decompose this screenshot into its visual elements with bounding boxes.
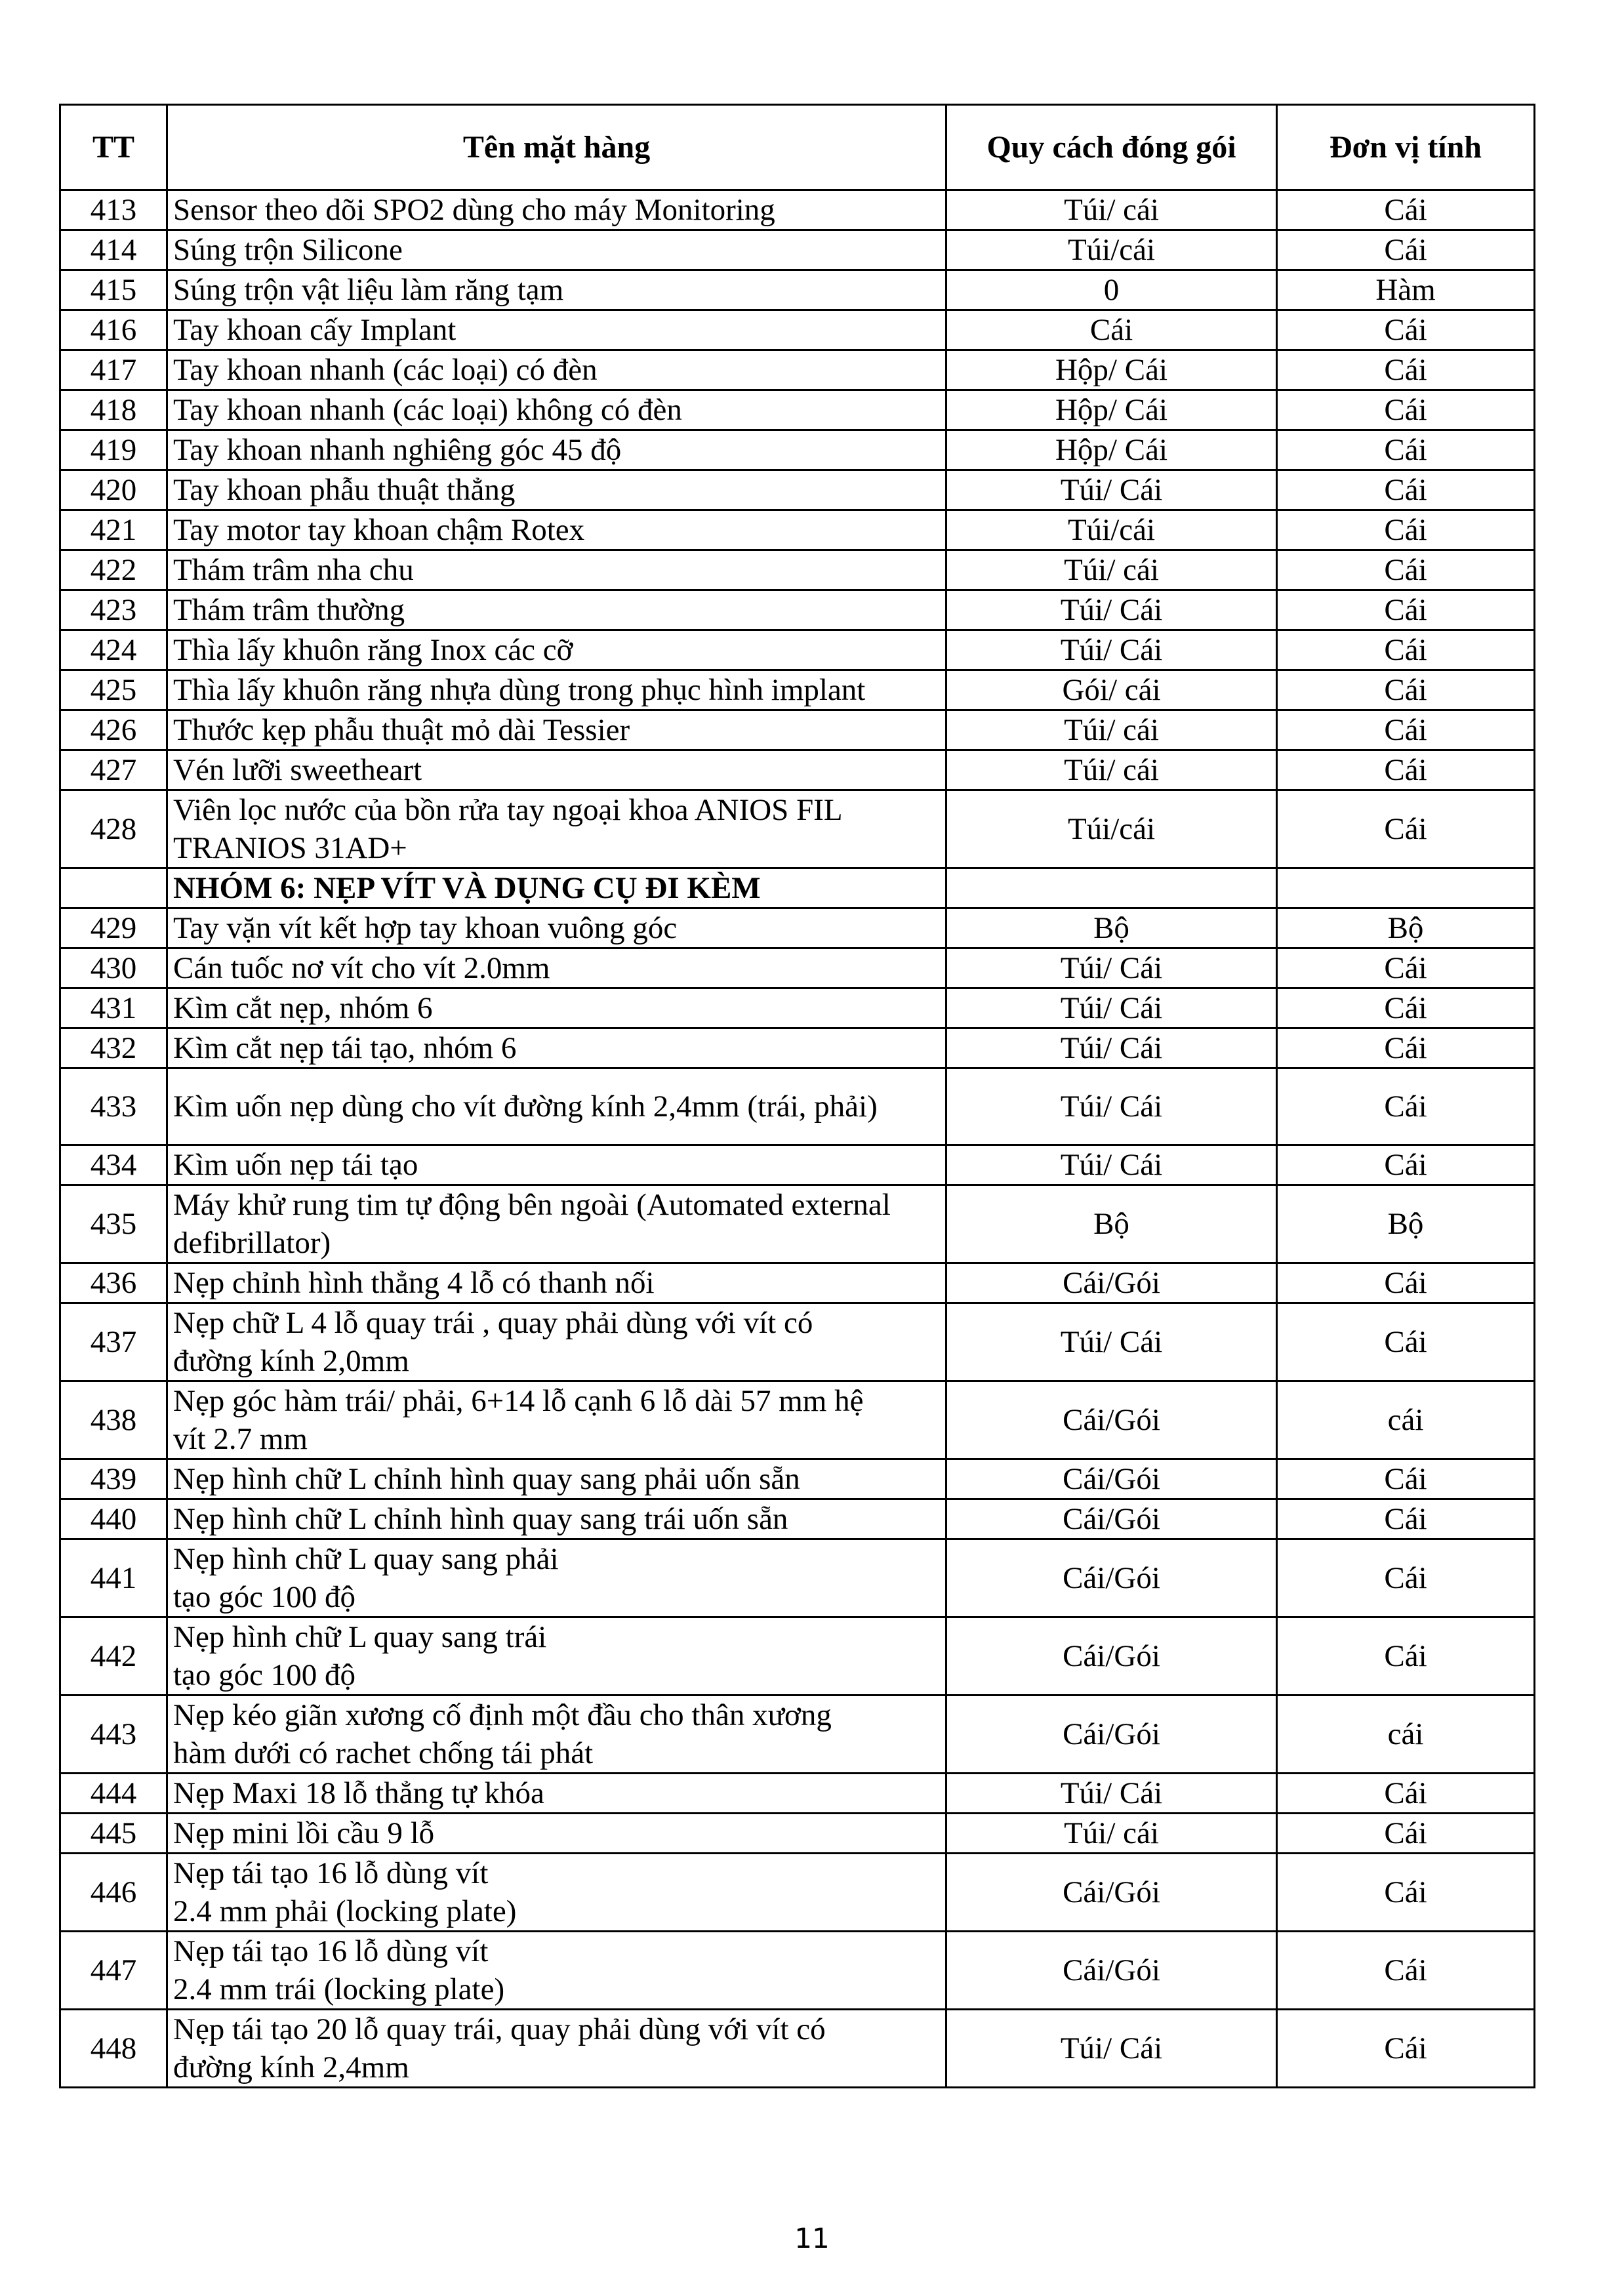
item-name-line: Thìa lấy khuôn răng Inox các cỡ — [173, 633, 573, 667]
item-name-line: đường kính 2,4mm — [173, 2050, 409, 2084]
packaging: Hộp/ Cái — [946, 350, 1277, 390]
packaging: Hộp/ Cái — [946, 390, 1277, 430]
unit: Cái — [1277, 470, 1535, 510]
item-name — [167, 670, 946, 710]
item-name-line: Kìm cắt nẹp tái tạo, nhóm 6 — [173, 1031, 517, 1065]
unit: Cái — [1277, 190, 1535, 230]
item-name — [167, 390, 946, 430]
item-name — [167, 1932, 946, 2010]
packaging: Túi/ Cái — [946, 2010, 1277, 2088]
group-row — [60, 868, 1535, 908]
item-name — [167, 1263, 946, 1303]
item-name-line: Tay khoan nhanh (các loại) không có đèn — [173, 393, 682, 427]
unit: Cái — [1277, 1617, 1535, 1696]
table-row — [60, 630, 1535, 670]
item-name-line: Nẹp tái tạo 16 lỗ dùng vít — [173, 1934, 489, 1968]
item-name — [167, 1539, 946, 1617]
item-name-line: Vén lưỡi sweetheart — [173, 753, 422, 787]
packaging: Túi/ Cái — [946, 1303, 1277, 1381]
unit: Cái — [1277, 750, 1535, 790]
unit: Cái — [1277, 1303, 1535, 1381]
packaging: Túi/ cái — [946, 1814, 1277, 1854]
row-number: 433 — [60, 1068, 167, 1145]
packaging: Túi/ Cái — [946, 630, 1277, 670]
unit: Cái — [1277, 1263, 1535, 1303]
row-number: 421 — [60, 510, 167, 550]
unit: Bộ — [1277, 908, 1535, 948]
item-name — [167, 988, 946, 1028]
table-row — [60, 988, 1535, 1028]
item-name-line: Thìa lấy khuôn răng nhựa dùng trong phục hình implant — [173, 673, 866, 707]
unit: Cái — [1277, 390, 1535, 430]
item-name-line: Máy khử rung tim tự động bên ngoài (Automated external — [173, 1188, 891, 1222]
table-row — [60, 270, 1535, 310]
item-name — [167, 1185, 946, 1263]
item-name-line: NHÓM 6: NẸP VÍT VÀ DỤNG CỤ ĐI KÈM — [173, 871, 761, 905]
row-number: 420 — [60, 470, 167, 510]
row-number: 416 — [60, 310, 167, 350]
item-name-line: Nẹp hình chữ L chỉnh hình quay sang phải uốn sẵn — [173, 1462, 800, 1496]
table-row — [60, 470, 1535, 510]
row-number: 426 — [60, 710, 167, 750]
row-number: 424 — [60, 630, 167, 670]
unit: Cái — [1277, 670, 1535, 710]
table-row — [60, 1185, 1535, 1263]
table-row — [60, 1814, 1535, 1854]
item-name-line: 2.4 mm trái (locking plate) — [173, 1972, 505, 2006]
item-name-line: Kìm uốn nẹp dùng cho vít đường kính 2,4mm (trái, phải) — [173, 1089, 878, 1124]
packaging — [946, 868, 1277, 908]
unit: Cái — [1277, 350, 1535, 390]
item-name-line: Tay motor tay khoan chậm Rotex — [173, 513, 585, 547]
row-number: 447 — [60, 1932, 167, 2010]
item-name-line: Tay khoan nhanh nghiêng góc 45 độ — [173, 433, 622, 467]
unit: Cái — [1277, 430, 1535, 470]
item-name-line: Nẹp chữ L 4 lỗ quay trái , quay phải dùng với vít có — [173, 1306, 813, 1340]
unit: Cái — [1277, 1539, 1535, 1617]
item-name-line: Thước kẹp phẫu thuật mỏ dài Tessier — [173, 713, 630, 747]
table-row — [60, 390, 1535, 430]
packaging: Túi/ Cái — [946, 1145, 1277, 1185]
unit: Cái — [1277, 310, 1535, 350]
packaging: Túi/ Cái — [946, 1068, 1277, 1145]
unit: Cái — [1277, 1854, 1535, 1932]
item-name-line: Súng trộn Silicone — [173, 233, 403, 267]
table-row — [60, 310, 1535, 350]
header-packaging: Quy cách đóng gói — [946, 105, 1277, 190]
row-number: 431 — [60, 988, 167, 1028]
unit: Cái — [1277, 1068, 1535, 1145]
packaging: Cái/Gói — [946, 1459, 1277, 1499]
unit: Cái — [1277, 710, 1535, 750]
packaging: Túi/ cái — [946, 190, 1277, 230]
item-name — [167, 1303, 946, 1381]
packaging: Hộp/ Cái — [946, 430, 1277, 470]
packaging: Cái/Gói — [946, 1617, 1277, 1696]
table-row — [60, 1617, 1535, 1696]
row-number: 443 — [60, 1696, 167, 1774]
unit: Cái — [1277, 2010, 1535, 2088]
unit: Cái — [1277, 550, 1535, 590]
item-name-line: tạo góc 100 độ — [173, 1658, 356, 1692]
item-name — [167, 868, 946, 908]
packaging: Túi/ cái — [946, 710, 1277, 750]
item-name — [167, 1696, 946, 1774]
unit: Cái — [1277, 1499, 1535, 1539]
row-number: 439 — [60, 1459, 167, 1499]
item-name — [167, 1499, 946, 1539]
packaging: Cái/Gói — [946, 1696, 1277, 1774]
item-name-line: Nẹp mini lồi cầu 9 lỗ — [173, 1816, 435, 1850]
row-number: 430 — [60, 948, 167, 988]
row-number: 448 — [60, 2010, 167, 2088]
page-number: 11 — [794, 2222, 830, 2254]
table-row — [60, 1774, 1535, 1814]
item-name-line: Viên lọc nước của bồn rửa tay ngoại khoa ANIOS FIL — [173, 793, 843, 827]
table-row — [60, 1068, 1535, 1145]
packaging: Túi/ Cái — [946, 988, 1277, 1028]
item-name — [167, 1381, 946, 1459]
item-name — [167, 1459, 946, 1499]
table-row — [60, 510, 1535, 550]
table-row — [60, 1932, 1535, 2010]
row-number: 446 — [60, 1854, 167, 1932]
packaging: Túi/cái — [946, 510, 1277, 550]
header-item-name: Tên mặt hàng — [167, 105, 946, 190]
item-name-line: Tay vặn vít kết hợp tay khoan vuông góc — [173, 911, 678, 945]
row-number: 413 — [60, 190, 167, 230]
table-row — [60, 1499, 1535, 1539]
table-row — [60, 710, 1535, 750]
item-name — [167, 470, 946, 510]
item-name-line: Cán tuốc nơ vít cho vít 2.0mm — [173, 951, 550, 985]
item-name — [167, 710, 946, 750]
packaging: Cái/Gói — [946, 1381, 1277, 1459]
item-name-line: 2.4 mm phải (locking plate) — [173, 1894, 517, 1928]
packaging: Cái/Gói — [946, 1539, 1277, 1617]
row-number: 445 — [60, 1814, 167, 1854]
packaging: 0 — [946, 270, 1277, 310]
packaging: Túi/ cái — [946, 550, 1277, 590]
table-row — [60, 1854, 1535, 1932]
item-name — [167, 948, 946, 988]
table-row — [60, 1539, 1535, 1617]
unit: Cái — [1277, 1145, 1535, 1185]
item-name-line: Thám trâm thường — [173, 593, 405, 627]
item-name-line: defibrillator) — [173, 1226, 331, 1260]
row-number: 415 — [60, 270, 167, 310]
unit: Hàm — [1277, 270, 1535, 310]
item-name-line: Tay khoan phẫu thuật thẳng — [173, 473, 516, 507]
table-row — [60, 1696, 1535, 1774]
item-name-line: TRANIOS 31AD+ — [173, 831, 407, 865]
item-table — [59, 104, 1535, 2088]
unit: Cái — [1277, 1932, 1535, 2010]
item-name-line: Nẹp tái tạo 20 lỗ quay trái, quay phải dùng với vít có — [173, 2012, 826, 2046]
unit: cái — [1277, 1381, 1535, 1459]
packaging: Túi/cái — [946, 790, 1277, 868]
unit: Cái — [1277, 1028, 1535, 1068]
item-name — [167, 1617, 946, 1696]
table-row — [60, 190, 1535, 230]
row-number: 425 — [60, 670, 167, 710]
table-row — [60, 790, 1535, 868]
row-number: 428 — [60, 790, 167, 868]
item-name — [167, 350, 946, 390]
packaging: Túi/ Cái — [946, 1774, 1277, 1814]
row-number: 414 — [60, 230, 167, 270]
item-name — [167, 590, 946, 630]
table-row — [60, 550, 1535, 590]
packaging: Bộ — [946, 908, 1277, 948]
unit: Cái — [1277, 1774, 1535, 1814]
unit: Cái — [1277, 590, 1535, 630]
row-number: 435 — [60, 1185, 167, 1263]
item-name — [167, 1854, 946, 1932]
row-number: 419 — [60, 430, 167, 470]
row-number: 437 — [60, 1303, 167, 1381]
item-name-line: Nẹp chỉnh hình thẳng 4 lỗ có thanh nối — [173, 1266, 655, 1300]
item-name-line: tạo góc 100 độ — [173, 1580, 356, 1614]
packaging: Cái/Gói — [946, 1854, 1277, 1932]
header-unit: Đơn vị tính — [1277, 105, 1535, 190]
row-number: 429 — [60, 908, 167, 948]
packaging: Cái/Gói — [946, 1263, 1277, 1303]
item-name-line: Nẹp kéo giãn xương cố định một đầu cho thân xương — [173, 1698, 832, 1732]
row-number: 442 — [60, 1617, 167, 1696]
item-name — [167, 230, 946, 270]
table-row — [60, 230, 1535, 270]
table-row — [60, 1028, 1535, 1068]
item-name-line: đường kính 2,0mm — [173, 1344, 409, 1378]
item-name-line: Sensor theo dõi SPO2 dùng cho máy Monitoring — [173, 193, 775, 227]
packaging: Túi/ Cái — [946, 948, 1277, 988]
item-name — [167, 190, 946, 230]
table-row — [60, 1303, 1535, 1381]
unit: Cái — [1277, 988, 1535, 1028]
item-name-line: Kìm uốn nẹp tái tạo — [173, 1148, 418, 1182]
table-row — [60, 2010, 1535, 2088]
item-name — [167, 310, 946, 350]
unit: Cái — [1277, 790, 1535, 868]
row-number: 440 — [60, 1499, 167, 1539]
row-number: 432 — [60, 1028, 167, 1068]
item-name — [167, 1068, 946, 1145]
unit: cái — [1277, 1696, 1535, 1774]
packaging: Cái/Gói — [946, 1932, 1277, 2010]
item-name — [167, 270, 946, 310]
item-name — [167, 1814, 946, 1854]
item-name — [167, 908, 946, 948]
item-name — [167, 430, 946, 470]
item-name-line: Nẹp hình chữ L quay sang phải — [173, 1542, 559, 1576]
item-name — [167, 1028, 946, 1068]
item-name — [167, 630, 946, 670]
unit: Cái — [1277, 948, 1535, 988]
header-row — [60, 105, 1535, 190]
packaging: Bộ — [946, 1185, 1277, 1263]
table-row — [60, 908, 1535, 948]
packaging: Túi/ Cái — [946, 590, 1277, 630]
item-name-line: vít 2.7 mm — [173, 1422, 308, 1456]
row-number — [60, 868, 167, 908]
item-name-line: Nẹp tái tạo 16 lỗ dùng vít — [173, 1856, 489, 1890]
packaging: Cái/Gói — [946, 1499, 1277, 1539]
row-number: 427 — [60, 750, 167, 790]
row-number: 417 — [60, 350, 167, 390]
item-name — [167, 2010, 946, 2088]
item-name — [167, 790, 946, 868]
item-name-line: Thám trâm nha chu — [173, 553, 414, 587]
table-row — [60, 350, 1535, 390]
row-number: 434 — [60, 1145, 167, 1185]
row-number: 422 — [60, 550, 167, 590]
item-name-line: hàm dưới có rachet chống tái phát — [173, 1736, 594, 1770]
table-row — [60, 1263, 1535, 1303]
table-row — [60, 1459, 1535, 1499]
item-name-line: Kìm cắt nẹp, nhóm 6 — [173, 991, 433, 1025]
item-name-line: Nẹp Maxi 18 lỗ thẳng tự khóa — [173, 1776, 544, 1810]
item-name — [167, 1145, 946, 1185]
row-number: 438 — [60, 1381, 167, 1459]
unit: Cái — [1277, 510, 1535, 550]
item-name — [167, 1774, 946, 1814]
packaging: Túi/cái — [946, 230, 1277, 270]
table-row — [60, 590, 1535, 630]
table-row — [60, 948, 1535, 988]
unit: Cái — [1277, 1459, 1535, 1499]
header-tt: TT — [60, 105, 167, 190]
row-number: 441 — [60, 1539, 167, 1617]
item-name — [167, 510, 946, 550]
unit: Cái — [1277, 630, 1535, 670]
item-name-line: Súng trộn vật liệu làm răng tạm — [173, 273, 564, 307]
table-row — [60, 670, 1535, 710]
table-row — [60, 430, 1535, 470]
packaging: Túi/ Cái — [946, 470, 1277, 510]
item-name-line: Nẹp hình chữ L chỉnh hình quay sang trái uốn sẵn — [173, 1502, 788, 1536]
item-name-line: Nẹp góc hàm trái/ phải, 6+14 lỗ cạnh 6 lỗ dài 57 mm hệ — [173, 1384, 864, 1418]
item-name-line: Tay khoan cấy Implant — [173, 313, 457, 347]
packaging: Túi/ cái — [946, 750, 1277, 790]
packaging: Cái — [946, 310, 1277, 350]
row-number: 444 — [60, 1774, 167, 1814]
item-name-line: Nẹp hình chữ L quay sang trái — [173, 1620, 547, 1654]
row-number: 436 — [60, 1263, 167, 1303]
item-name — [167, 550, 946, 590]
table-row — [60, 1145, 1535, 1185]
row-number: 418 — [60, 390, 167, 430]
unit — [1277, 868, 1535, 908]
packaging: Gói/ cái — [946, 670, 1277, 710]
item-name — [167, 750, 946, 790]
unit: Bộ — [1277, 1185, 1535, 1263]
packaging: Túi/ Cái — [946, 1028, 1277, 1068]
item-name-line: Tay khoan nhanh (các loại) có đèn — [173, 353, 598, 387]
table-row — [60, 750, 1535, 790]
table-row — [60, 1381, 1535, 1459]
unit: Cái — [1277, 1814, 1535, 1854]
unit: Cái — [1277, 230, 1535, 270]
row-number: 423 — [60, 590, 167, 630]
